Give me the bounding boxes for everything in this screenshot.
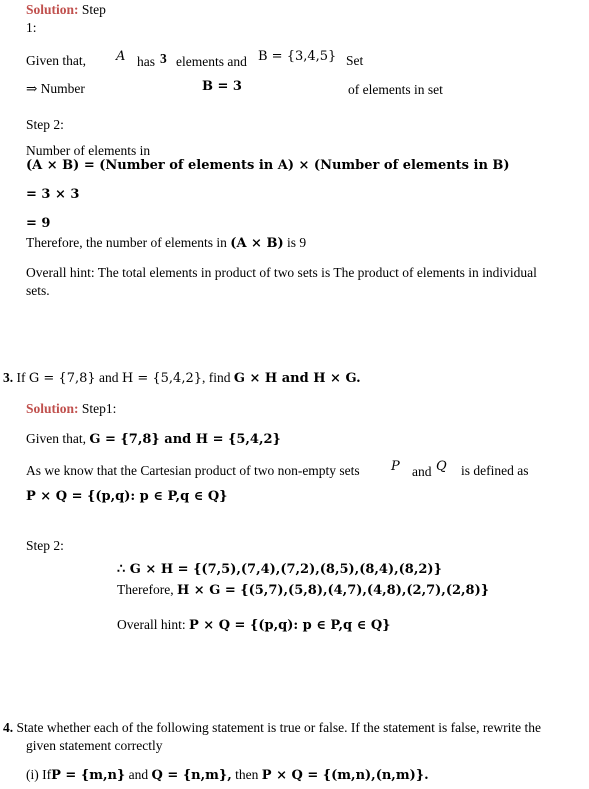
- hint-label-3: Overall hint:: [117, 617, 186, 632]
- var-a: A: [116, 49, 126, 64]
- product-formula: (A × B) = (Number of elements in A) × (Number of elements in B): [26, 158, 510, 173]
- hint-line-2: sets.: [26, 283, 50, 298]
- if-text: If: [16, 370, 26, 385]
- hint-line-1: Overall hint: The total elements in product of two sets is The product of elements in individual: [26, 265, 537, 280]
- step-number: 1:: [26, 20, 37, 35]
- given-text: Given that,: [26, 53, 86, 68]
- solution-label: Solution:: [26, 2, 79, 17]
- given-sets-3: G = {7,8} and H = {5,4,2}: [89, 432, 281, 447]
- therefore-text: Therefore, the number of elements in: [26, 235, 227, 250]
- set-h: H = {5,4,2}: [121, 371, 203, 386]
- and-q-text: and: [412, 464, 432, 479]
- pxq-definition: P × Q = {(p,q): p ∈ P,q ∈ Q}: [26, 489, 228, 504]
- gxh-hxg: G × H and H × G.: [233, 371, 361, 386]
- step1-label-3: Step1:: [81, 401, 117, 416]
- set-p: P = {m,n}: [51, 768, 126, 783]
- eq-9: = 9: [26, 216, 51, 231]
- statement-line-2: given statement correctly: [26, 738, 163, 753]
- find-text: , find: [202, 370, 231, 385]
- part-i-label: (i) If: [26, 767, 52, 782]
- step-2-label: Step 2:: [26, 117, 64, 132]
- therefore-text-3: Therefore,: [117, 582, 174, 597]
- therefore-axb: (A × B): [230, 236, 284, 251]
- therefore-is9: is 9: [287, 235, 307, 250]
- question-4-number: 4.: [3, 720, 14, 735]
- of-elements-text: of elements in set: [348, 82, 443, 97]
- then-text: then: [235, 767, 259, 782]
- hint-math-3: P × Q = {(p,q): p ∈ P,q ∈ Q}: [188, 618, 391, 633]
- given-text-3: Given that,: [26, 431, 86, 446]
- given-line-3: [26, 431, 281, 448]
- question-number: 3.: [3, 370, 14, 385]
- step-label: Step: [81, 2, 106, 17]
- var-p: P: [391, 459, 400, 474]
- hint-line-3: [117, 617, 391, 634]
- set-q: Q = {n,m},: [151, 768, 232, 783]
- hxg-line: [117, 582, 489, 599]
- therefore-line: [26, 235, 306, 252]
- set-g: G = {7,8}: [28, 371, 96, 386]
- statement-line-1: State whether each of the following statement is true or false. If the statement is false, rewrite the: [16, 720, 541, 735]
- and-text: and: [99, 370, 119, 385]
- solution-label-3: Solution:: [26, 401, 79, 416]
- and-text-4: and: [128, 767, 149, 782]
- elements-and-text: elements and: [176, 54, 247, 69]
- gxh-result: ∴ G × H = {(7,5),(7,4),(7,2),(8,5),(8,4),(8,2)}: [117, 562, 442, 577]
- question-4-line-1: [3, 720, 541, 736]
- solution-heading: [26, 2, 106, 18]
- b-equals-three: B = 3: [202, 79, 242, 94]
- implies-number: ⇒ Number: [26, 81, 85, 96]
- is-defined-text: is defined as: [461, 463, 529, 478]
- step-2-label-3: Step 2:: [26, 538, 64, 553]
- cartesian-text: As we know that the Cartesian product of two non-empty sets: [26, 463, 360, 478]
- question-3-line: [3, 370, 361, 387]
- set-word: Set: [346, 53, 364, 68]
- pxq-set: P × Q = {(m,n),(n,m)}.: [261, 768, 429, 783]
- set-b-math: B = {3,4,5}: [258, 49, 337, 64]
- count-three: 3: [160, 51, 167, 66]
- eq-3x3: = 3 × 3: [26, 187, 80, 202]
- part-i-line: [26, 767, 429, 784]
- has-text: has: [137, 54, 155, 69]
- solution-heading-3: [26, 401, 116, 417]
- var-q: Q: [436, 459, 447, 474]
- number-of-elements-text: Number of elements in: [26, 143, 151, 158]
- hxg-result: H × G = {(5,7),(5,8),(4,7),(4,8),(2,7),(2,8)}: [176, 583, 490, 598]
